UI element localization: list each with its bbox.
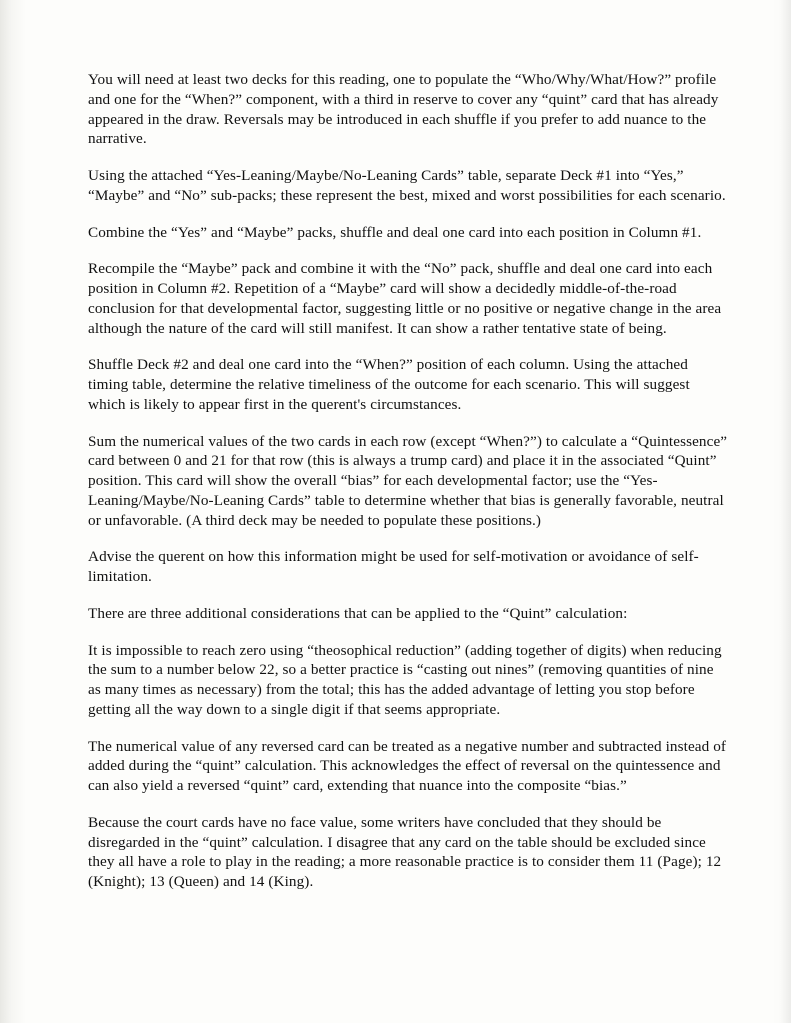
paragraph: Using the attached “Yes-Leaning/Maybe/No-Leaning Cards” table, separate Deck #1 into “Yes,” “Maybe” and “No” sub-packs; these represent the best, mixed and worst possibilities for each scenario.	[88, 167, 726, 204]
paragraph: Because the court cards have no face value, some writers have concluded that they should be disregarded in the “quint” calculation. I disagree that any card on the table should be excluded since they all have a role to play in the reading; a more reasonable practice is to consider them 11 (Page); 12 (Knight); 13 (Queen) and 14 (King).	[88, 813, 722, 890]
document-body	[88, 70, 728, 892]
paragraph: Combine the “Yes” and “Maybe” packs, shuffle and deal one card into each position in Column #1.	[88, 223, 702, 241]
paragraph: Shuffle Deck #2 and deal one card into the “When?” position of each column. Using the attached timing table, determine the relative timeliness of the outcome for each scenario. This will suggest which is likely to appear first in the querent's circumstances.	[88, 356, 690, 413]
paragraph: The numerical value of any reversed card can be treated as a negative number and subtracted instead of added during the “quint” calculation. This acknowledges the effect of reversal on the quintessence and can also yield a reversed “quint” card, extending that nuance into the composite “bias.”	[88, 737, 727, 794]
paragraph: There are three additional considerations that can be applied to the “Quint” calculation:	[88, 604, 628, 622]
paragraph: You will need at least two decks for this reading, one to populate the “Who/Why/What/How?” profile and one for the “When?” component, with a third in reserve to cover any “quint” card that has already appeared in the draw. Reversals may be introduced in each shuffle if you prefer to add nuance to the narrative.	[88, 71, 719, 148]
paragraph: Advise the querent on how this information might be used for self-motivation or avoidance of self-limitation.	[88, 548, 699, 585]
paragraph: Recompile the “Maybe” pack and combine it with the “No” pack, shuffle and deal one card into each position in Column #2. Repetition of a “Maybe” card will show a decidedly middle-of-the-road conclusion for that developmental factor, suggesting little or no positive or negative change in the area although the nature of the card will still manifest. It can show a rather tentative state of being.	[88, 260, 722, 337]
paragraph: It is impossible to reach zero using “theosophical reduction” (adding together of digits) when reducing the sum to a number below 22, so a better practice is “casting out nines” (removing quantities of nine as many times as necessary) from the total; this has the added advantage of letting you stop before getting all the way down to a single digit if that seems appropriate.	[88, 641, 722, 718]
paragraph: Sum the numerical values of the two cards in each row (except “When?”) to calculate a “Quintessence” card between 0 and 21 for that row (this is always a trump card) and place it in the associated “Quint” position. This card will show the overall “bias” for each developmental factor; use the “Yes-Leaning/Maybe/No-Leaning Cards” table to determine whether that bias is generally favorable, neutral or unfavorable. (A third deck may be needed to populate these positions.)	[88, 432, 728, 529]
